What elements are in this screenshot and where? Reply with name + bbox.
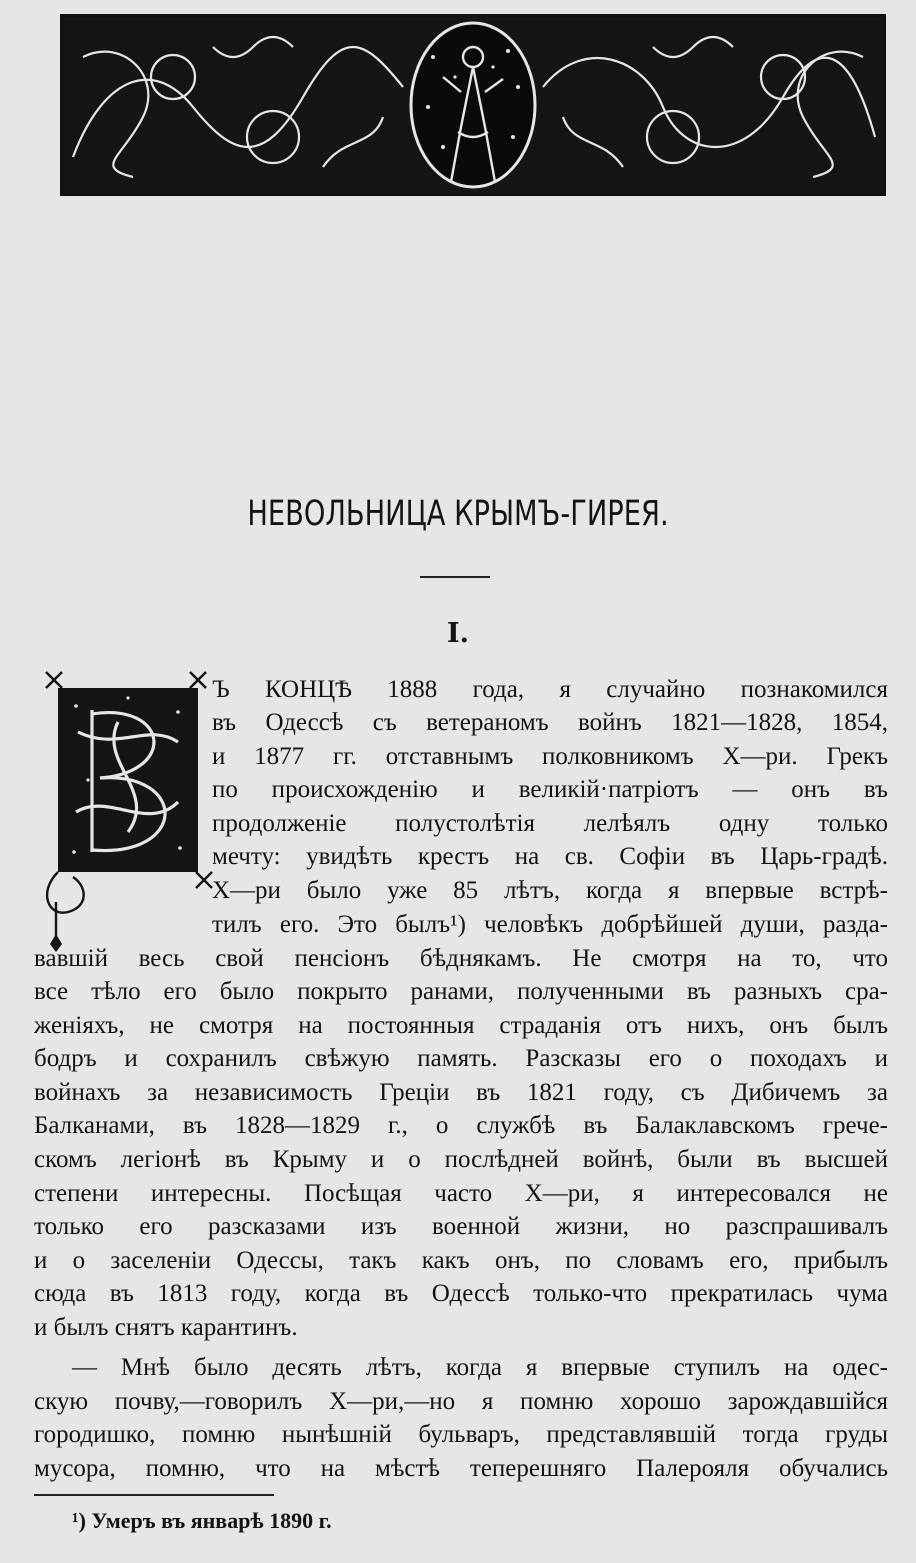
text-line: мусора, помню, что на мѣстѣ теперешняго Палерояля обучались bbox=[34, 1455, 888, 1482]
text-line: Х—ри было уже 85 лѣтъ, когда я впервые встрѣ- bbox=[212, 877, 888, 904]
chapter-number: I. bbox=[446, 618, 470, 649]
text-line: сюда въ 1813 году, когда въ Одессѣ только-что прекратилась чума bbox=[34, 1280, 888, 1307]
text-line: степени интересны. Посѣщая часто Х—ри, я интересовался не bbox=[34, 1180, 888, 1207]
footnote-divider bbox=[34, 1494, 274, 1496]
text-line: войнахъ за независимость Греціи въ 1821 году, съ Дибичемъ за bbox=[34, 1079, 888, 1106]
headpiece-ornament-icon bbox=[63, 17, 883, 193]
text-line: мечту: увидѣть крестъ на св. Софіи въ Царь-градѣ. bbox=[212, 843, 888, 870]
story-title: НЕВОЛЬНИЦА КРЫМЪ-ГИРЕЯ. bbox=[247, 494, 669, 534]
text-line: — Мнѣ было десять лѣтъ, когда я впервые ступилъ на одес- bbox=[72, 1354, 888, 1381]
footnote: ¹) Умеръ въ январѣ 1890 г. bbox=[72, 1508, 332, 1533]
text-line: тилъ его. Это былъ¹) человѣкъ добрѣйшей души, разда- bbox=[212, 911, 888, 938]
text-line: Ъ КОНЦѢ 1888 года, я случайно познакомился bbox=[212, 676, 888, 703]
text-line: и былъ снятъ карантинъ. bbox=[34, 1314, 298, 1341]
text-line: по происхожденію и великій·патріотъ — онъ въ bbox=[212, 776, 888, 803]
text-line: городишко, помню нынѣшній бульваръ, представлявшій тогда груды bbox=[34, 1421, 888, 1448]
text-line: скомъ легіонѣ въ Крыму и о послѣдней войнѣ, были въ высшей bbox=[34, 1146, 888, 1173]
text-line: женіяхъ, не смотря на постоянныя страданія отъ нихъ, онъ былъ bbox=[34, 1012, 888, 1039]
text-line: скую почву,—говорилъ Х—ри,—но я помню хорошо зарождавшійся bbox=[34, 1388, 888, 1415]
text-line: все тѣло его было покрыто ранами, полученными въ разныхъ сра- bbox=[34, 978, 888, 1005]
text-line: и 1877 гг. отставнымъ полковникомъ Х—ри. Грекъ bbox=[212, 743, 888, 770]
title-divider bbox=[420, 576, 490, 578]
drop-cap-initial bbox=[28, 662, 218, 962]
text-line: вавшій весь свой пенсіонъ бѣднякамъ. Не смотря на то, что bbox=[34, 945, 888, 972]
text-line: продолженіе полустолѣтія лелѣялъ одну только bbox=[212, 810, 888, 837]
drop-cap-ornament-icon bbox=[28, 662, 218, 962]
text-line: только его разсказами изъ военной жизни, но разспрашивалъ bbox=[34, 1213, 888, 1240]
text-line: и о заселеніи Одессы, такъ какъ онъ, по словамъ его, прибылъ bbox=[34, 1247, 888, 1274]
text-line: въ Одессѣ съ ветераномъ войнъ 1821—1828, 1854, bbox=[212, 709, 888, 736]
ornamental-headpiece bbox=[60, 14, 886, 196]
text-line: Балканами, въ 1828—1829 г., о службѣ въ Балаклавскомъ грече- bbox=[34, 1112, 888, 1139]
text-line: бодръ и сохранилъ свѣжую память. Разсказы его о походахъ и bbox=[34, 1045, 888, 1072]
